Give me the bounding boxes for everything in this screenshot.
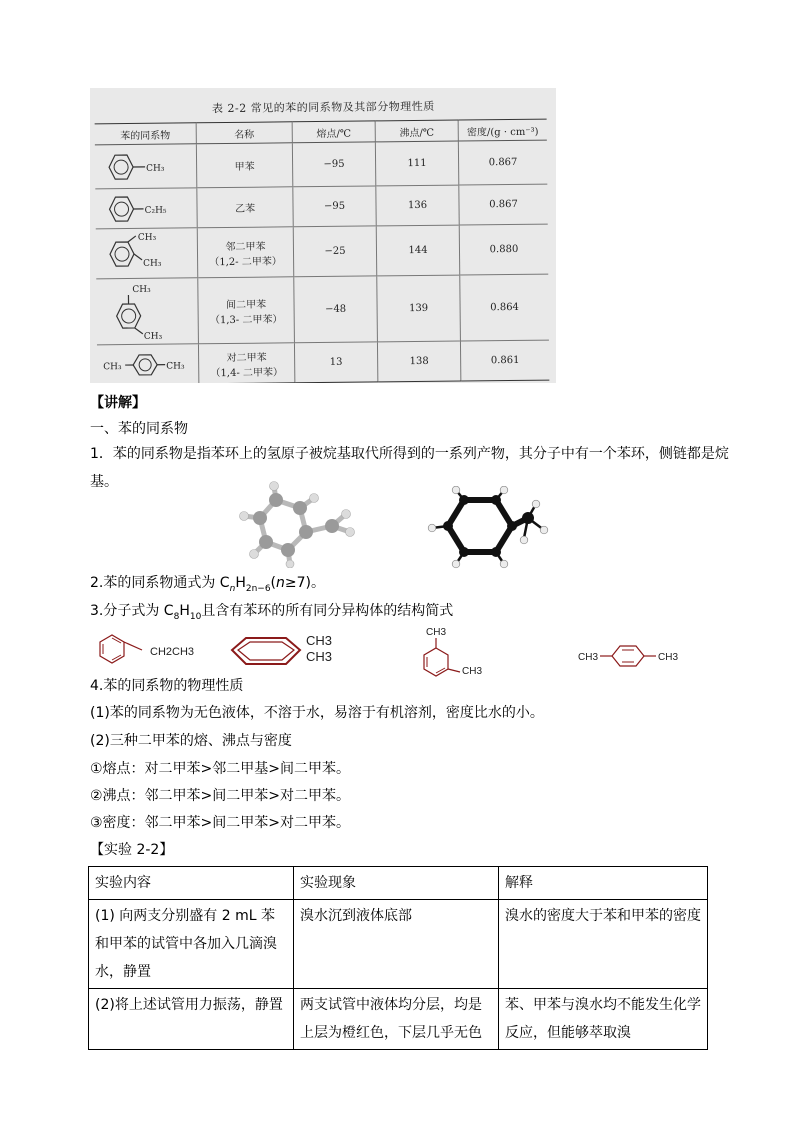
property-2: (2)三种二甲苯的熔、沸点与密度 xyxy=(90,733,292,749)
header-explanation: 解释 xyxy=(499,867,708,900)
svg-text:CH₃: CH₃ xyxy=(143,258,162,269)
isomer-structures xyxy=(90,628,710,678)
cell-mp: 13 xyxy=(294,342,377,383)
properties-table xyxy=(95,119,550,383)
svg-text:CH₃: CH₃ xyxy=(103,361,122,372)
c2h5-label: C₂H₅ xyxy=(144,205,167,216)
cell-phenomenon: 两支试管中液体均分层，均是上层为橙红色，下层几乎无色 xyxy=(294,989,499,1050)
o-xylene-structure xyxy=(96,228,198,279)
toluene-structure xyxy=(95,144,197,189)
cell-explanation: 溴水的密度大于苯和甲苯的密度 xyxy=(499,900,708,989)
m-xylene-structure xyxy=(96,278,198,345)
cell-density: 0.867 xyxy=(458,140,547,185)
svg-text:CH3: CH3 xyxy=(578,652,599,663)
o-xylene-structure xyxy=(232,633,332,664)
density-order: ③密度：邻二甲苯>间二甲苯>对二甲苯。 xyxy=(90,815,351,831)
cell-content: (2)将上述试管用力振荡，静置 xyxy=(89,989,294,1050)
m-xylene-structure xyxy=(424,628,482,677)
cell-mp: −48 xyxy=(294,276,378,343)
cell-bp: 138 xyxy=(377,341,460,382)
p-xylene-structure xyxy=(578,646,678,666)
header-phenomenon: 实验现象 xyxy=(294,867,499,900)
ethylbenzene-structure xyxy=(100,635,194,663)
cell-name: 乙苯 xyxy=(197,187,293,228)
boiling-point-order: ②沸点：邻二甲苯>间二甲苯>对二甲苯。 xyxy=(90,788,351,804)
table-caption: 表 2-2 常见的苯的同系物及其部分物理性质 xyxy=(211,99,435,116)
cell-name: 邻二甲苯 （1,2- 二甲苯） xyxy=(197,227,294,278)
property-1: (1)苯的同系物为无色液体，不溶于水，易溶于有机溶剂，密度比水的小。 xyxy=(90,705,544,721)
cell-mp: −95 xyxy=(292,142,375,187)
cell-mp: −95 xyxy=(293,186,376,227)
toluene-ball-stick-model xyxy=(236,480,368,568)
point-4: 4.苯的同系物的物理性质 xyxy=(90,678,244,694)
cell-content: (1) 向两支分别盛有 2 mL 苯和甲苯的试管中各加入几滴溴水，静置 xyxy=(89,900,294,989)
cell-density: 0.864 xyxy=(460,274,549,341)
table-row xyxy=(96,224,548,279)
cell-bp: 111 xyxy=(375,141,458,186)
cell-density: 0.861 xyxy=(460,340,549,381)
table-row xyxy=(97,340,549,383)
experiment-table xyxy=(88,866,708,1050)
cell-explanation: 苯、甲苯与溴水均不能发生化学反应，但能够萃取溴 xyxy=(499,989,708,1050)
ethylbenzene-structure xyxy=(95,188,197,229)
ch3-label: CH₃ xyxy=(146,163,165,174)
cell-name: 对二甲苯 （1,4- 二甲苯） xyxy=(198,343,294,383)
cell-mp: −25 xyxy=(293,226,377,277)
header-name: 名称 xyxy=(196,122,292,144)
table-row xyxy=(95,184,547,229)
header-boiling: 沸点/℃ xyxy=(375,120,458,142)
table-header-row xyxy=(89,867,708,900)
cell-bp: 144 xyxy=(376,225,460,276)
table-row xyxy=(89,900,708,989)
table-row xyxy=(95,140,547,189)
section-heading: 【讲解】 xyxy=(90,395,146,411)
svg-text:CH3: CH3 xyxy=(426,628,447,638)
cell-bp: 139 xyxy=(377,275,461,342)
isomer-heading: 3.分子式为 $C_8H_{10}$且含有苯环的所有同分异构体的结构简式 xyxy=(90,603,454,622)
svg-text:CH3: CH3 xyxy=(306,633,333,648)
cell-density: 0.880 xyxy=(459,224,548,275)
cell-bp: 136 xyxy=(376,185,459,226)
melting-point-order: ①熔点：对二甲苯>邻二甲基>间二甲苯。 xyxy=(90,761,351,777)
p-xylene-structure xyxy=(97,344,199,383)
svg-text:CH₃: CH₃ xyxy=(137,232,157,243)
experiment-heading: 【实验 2-2】 xyxy=(90,842,174,858)
point-1: 1．苯的同系物是指苯环上的氢原子被烷基取代所得到的一系列产物，其分子中有一个苯环，侧链都是烷基。 xyxy=(90,446,729,490)
subsection-title: 一、苯的同系物 xyxy=(90,421,188,437)
general-formula: 2.苯的同系物通式为 $C_nH_{2n-6}(n\ge 7)$。 xyxy=(90,575,325,594)
cell-density: 0.867 xyxy=(459,184,548,225)
svg-text:CH3: CH3 xyxy=(462,666,483,677)
svg-text:CH₃: CH₃ xyxy=(132,284,151,295)
cell-phenomenon: 溴水沉到液体底部 xyxy=(294,900,499,989)
textbook-table-photo xyxy=(90,88,556,383)
svg-text:CH3: CH3 xyxy=(658,652,679,663)
svg-text:CH₃: CH₃ xyxy=(166,360,185,372)
svg-text:CH2CH3: CH2CH3 xyxy=(150,646,195,658)
cell-name: 间二甲苯 （1,3- 二甲苯） xyxy=(198,277,295,344)
header-density: 密度/(g · cm⁻³) xyxy=(458,119,547,141)
svg-text:CH3: CH3 xyxy=(306,649,333,664)
cell-name: 甲苯 xyxy=(196,143,292,188)
header-compound: 苯的同系物 xyxy=(95,123,197,145)
svg-text:CH₃: CH₃ xyxy=(143,331,163,342)
header-melting: 熔点/℃ xyxy=(292,121,375,143)
table-row xyxy=(89,989,708,1050)
header-content: 实验内容 xyxy=(89,867,294,900)
toluene-ball-stick-model-dark xyxy=(424,486,560,570)
table-row xyxy=(96,274,549,345)
